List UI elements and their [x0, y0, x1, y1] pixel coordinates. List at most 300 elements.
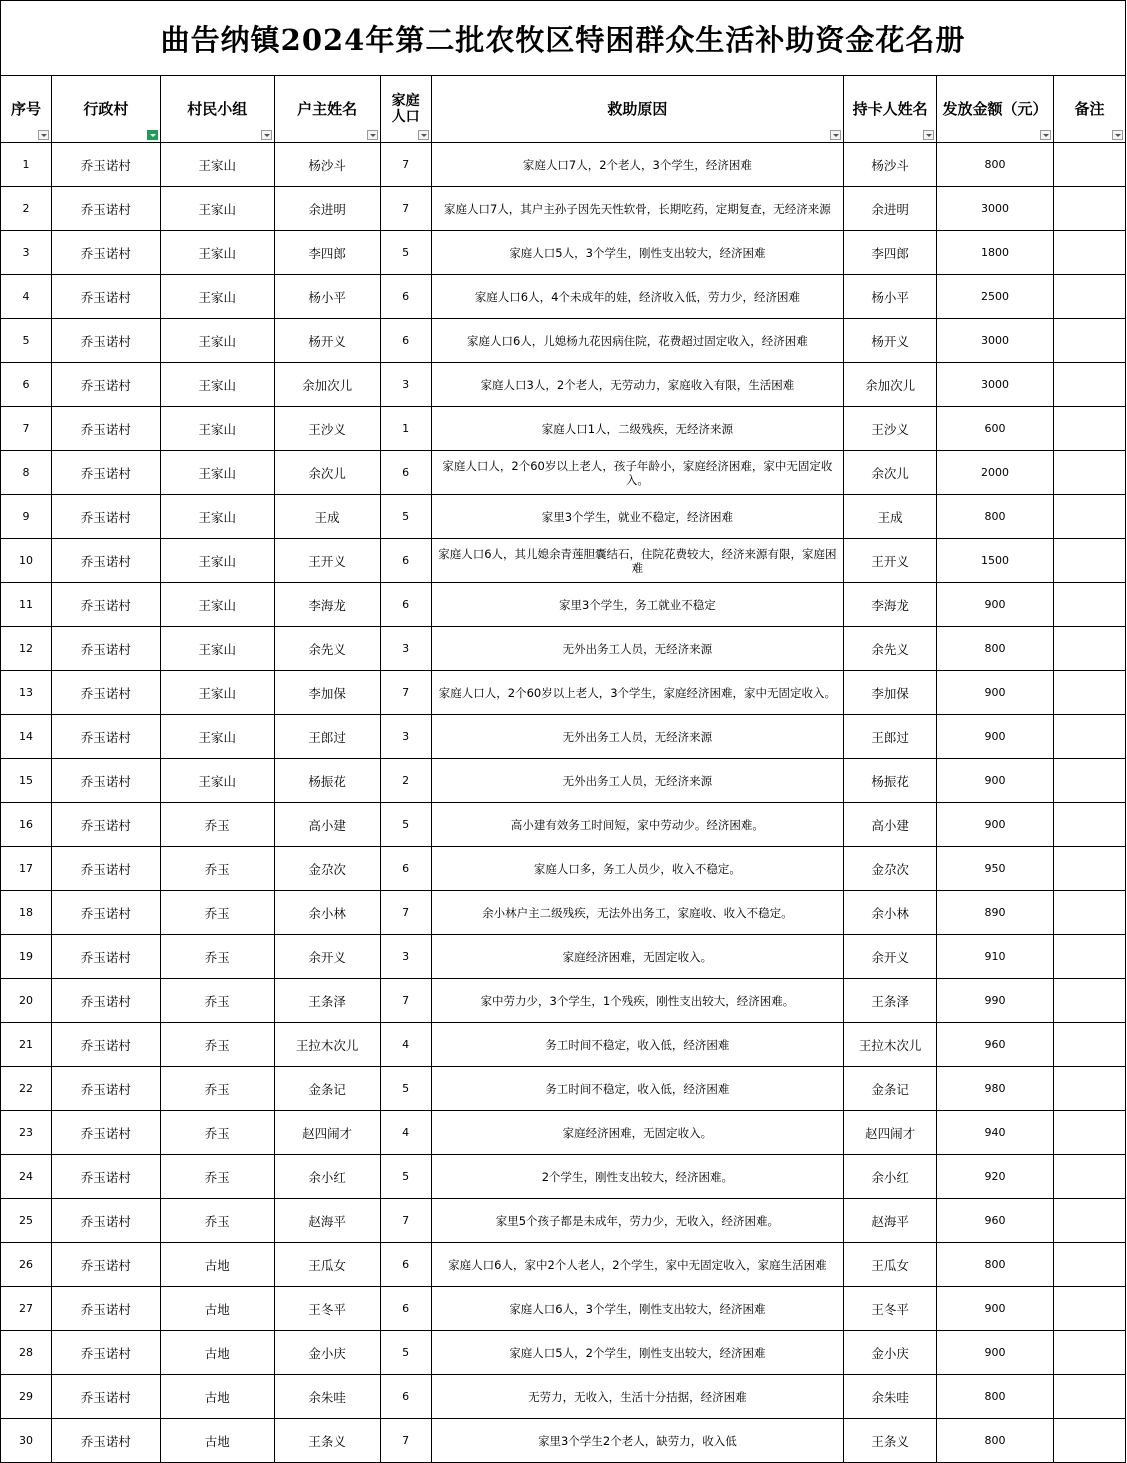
cell-no[interactable]: 11 [1, 583, 52, 627]
filter-dropdown-icon[interactable] [923, 130, 934, 140]
cell-population[interactable]: 6 [380, 319, 431, 363]
cell-reason[interactable]: 2个学生，刚性支出较大，经济困难。 [431, 1155, 844, 1199]
cell-holder[interactable]: 杨小平 [844, 275, 937, 319]
cell-note[interactable] [1054, 759, 1126, 803]
cell-holder[interactable]: 余先义 [844, 627, 937, 671]
cell-amount[interactable]: 920 [937, 1155, 1054, 1199]
cell-reason[interactable]: 家里3个学生，务工就业不稳定 [431, 583, 844, 627]
cell-population[interactable]: 6 [380, 451, 431, 495]
table-row [1, 539, 1126, 583]
cell-holder[interactable]: 余小红 [844, 1155, 937, 1199]
cell-population[interactable]: 5 [380, 231, 431, 275]
cell-head-name[interactable]: 王条泽 [274, 979, 380, 1023]
cell-group[interactable]: 王家山 [160, 671, 274, 715]
table-row [1, 1067, 1126, 1111]
cell-reason[interactable]: 家庭人口1人，二级残疾，无经济来源 [431, 407, 844, 451]
cell-population[interactable]: 6 [380, 583, 431, 627]
cell-village[interactable]: 乔玉诺村 [51, 1067, 160, 1111]
cell-head-name[interactable]: 杨沙斗 [274, 143, 380, 187]
cell-holder[interactable]: 赵海平 [844, 1199, 937, 1243]
header-note: 备注 [1054, 76, 1126, 143]
cell-reason[interactable]: 余小林户主二级残疾，无法外出务工，家庭收、收入不稳定。 [431, 891, 844, 935]
cell-population[interactable]: 1 [380, 407, 431, 451]
cell-village[interactable]: 乔玉诺村 [51, 1155, 160, 1199]
cell-amount[interactable]: 800 [937, 627, 1054, 671]
cell-group[interactable]: 王家山 [160, 363, 274, 407]
cell-amount[interactable]: 960 [937, 1199, 1054, 1243]
cell-group[interactable]: 乔玉 [160, 979, 274, 1023]
cell-reason[interactable]: 家庭人口人，2个60岁以上老人，孩子年龄小，家庭经济困难，家中无固定收入。 [431, 451, 844, 495]
filter-dropdown-icon[interactable] [830, 130, 841, 140]
cell-group[interactable]: 乔玉 [160, 847, 274, 891]
cell-village[interactable]: 乔玉诺村 [51, 1375, 160, 1419]
cell-note[interactable] [1054, 1243, 1126, 1287]
cell-note[interactable] [1054, 143, 1126, 187]
cell-amount[interactable]: 3000 [937, 319, 1054, 363]
cell-head-name[interactable]: 李四郎 [274, 231, 380, 275]
table-row [1, 1375, 1126, 1419]
cell-reason[interactable]: 家庭经济困难，无固定收入。 [431, 1111, 844, 1155]
cell-no[interactable]: 16 [1, 803, 52, 847]
cell-group[interactable]: 王家山 [160, 187, 274, 231]
cell-village[interactable]: 乔玉诺村 [51, 143, 160, 187]
cell-note[interactable] [1054, 1199, 1126, 1243]
cell-head-name[interactable]: 王条义 [274, 1419, 380, 1463]
cell-group[interactable]: 王家山 [160, 539, 274, 583]
cell-no[interactable]: 18 [1, 891, 52, 935]
cell-reason[interactable]: 家庭人口6人，4个未成年的娃，经济收入低，劳力少，经济困难 [431, 275, 844, 319]
cell-holder[interactable]: 王冬平 [844, 1287, 937, 1331]
cell-amount[interactable]: 890 [937, 891, 1054, 935]
cell-amount[interactable]: 900 [937, 1287, 1054, 1331]
cell-reason[interactable]: 家庭人口7人，2个老人，3个学生，经济困难 [431, 143, 844, 187]
cell-note[interactable] [1054, 495, 1126, 539]
cell-head-name[interactable]: 余小林 [274, 891, 380, 935]
cell-holder[interactable]: 余次儿 [844, 451, 937, 495]
cell-village[interactable]: 乔玉诺村 [51, 539, 160, 583]
cell-holder[interactable]: 王条义 [844, 1419, 937, 1463]
cell-group[interactable]: 王家山 [160, 627, 274, 671]
cell-group[interactable]: 王家山 [160, 275, 274, 319]
cell-holder[interactable]: 金小庆 [844, 1331, 937, 1375]
cell-no[interactable]: 24 [1, 1155, 52, 1199]
cell-group[interactable]: 乔玉 [160, 1199, 274, 1243]
cell-head-name[interactable]: 金小庆 [274, 1331, 380, 1375]
cell-no[interactable]: 20 [1, 979, 52, 1023]
cell-head-name[interactable]: 王冬平 [274, 1287, 380, 1331]
cell-amount[interactable]: 990 [937, 979, 1054, 1023]
cell-reason[interactable]: 家庭人口6人，儿媳杨九花因病住院，花费超过固定收入，经济困难 [431, 319, 844, 363]
cell-reason[interactable]: 家里5个孩子都是未成年，劳力少，无收入，经济困难。 [431, 1199, 844, 1243]
cell-note[interactable] [1054, 319, 1126, 363]
cell-group[interactable]: 王家山 [160, 583, 274, 627]
cell-village[interactable]: 乔玉诺村 [51, 451, 160, 495]
cell-note[interactable] [1054, 935, 1126, 979]
cell-village[interactable]: 乔玉诺村 [51, 1199, 160, 1243]
cell-note[interactable] [1054, 275, 1126, 319]
cell-holder[interactable]: 赵四闹才 [844, 1111, 937, 1155]
cell-village[interactable]: 乔玉诺村 [51, 847, 160, 891]
cell-population[interactable]: 6 [380, 539, 431, 583]
table-row [1, 1243, 1126, 1287]
cell-village[interactable]: 乔玉诺村 [51, 671, 160, 715]
cell-no[interactable]: 10 [1, 539, 52, 583]
cell-amount[interactable]: 900 [937, 803, 1054, 847]
header-amount: 发放金额（元） [937, 76, 1054, 143]
cell-amount[interactable]: 800 [937, 143, 1054, 187]
cell-group[interactable]: 乔玉 [160, 935, 274, 979]
cell-no[interactable]: 30 [1, 1419, 52, 1463]
cell-note[interactable] [1054, 1067, 1126, 1111]
cell-no[interactable]: 1 [1, 143, 52, 187]
cell-amount[interactable]: 900 [937, 759, 1054, 803]
cell-holder[interactable]: 李海龙 [844, 583, 937, 627]
cell-holder[interactable]: 金条记 [844, 1067, 937, 1111]
cell-no[interactable]: 19 [1, 935, 52, 979]
table-row [1, 847, 1126, 891]
table-row [1, 583, 1126, 627]
cell-amount[interactable]: 1800 [937, 231, 1054, 275]
title-cell [0, 0, 1126, 76]
cell-head-name[interactable]: 赵四闹才 [274, 1111, 380, 1155]
cell-note[interactable] [1054, 715, 1126, 759]
cell-note[interactable] [1054, 407, 1126, 451]
cell-village[interactable]: 乔玉诺村 [51, 407, 160, 451]
cell-note[interactable] [1054, 231, 1126, 275]
cell-note[interactable] [1054, 627, 1126, 671]
cell-no[interactable]: 23 [1, 1111, 52, 1155]
cell-head-name[interactable]: 王开义 [274, 539, 380, 583]
cell-population[interactable]: 2 [380, 759, 431, 803]
cell-group[interactable]: 乔玉 [160, 1067, 274, 1111]
cell-reason[interactable]: 家庭人口6人，家中2个人老人，2个学生，家中无固定收入，家庭生活困难 [431, 1243, 844, 1287]
cell-amount[interactable]: 1500 [937, 539, 1054, 583]
cell-village[interactable]: 乔玉诺村 [51, 759, 160, 803]
cell-group[interactable]: 王家山 [160, 319, 274, 363]
cell-holder[interactable]: 李四郎 [844, 231, 937, 275]
cell-no[interactable]: 17 [1, 847, 52, 891]
cell-amount[interactable]: 910 [937, 935, 1054, 979]
cell-note[interactable] [1054, 1331, 1126, 1375]
cell-head-name[interactable]: 王瓜女 [274, 1243, 380, 1287]
cell-village[interactable]: 乔玉诺村 [51, 935, 160, 979]
cell-note[interactable] [1054, 363, 1126, 407]
cell-note[interactable] [1054, 451, 1126, 495]
cell-reason[interactable]: 家里3个学生2个老人，缺劳力，收入低 [431, 1419, 844, 1463]
cell-holder[interactable]: 王成 [844, 495, 937, 539]
cell-group[interactable]: 王家山 [160, 231, 274, 275]
cell-reason[interactable]: 高小建有效务工时间短，家中劳动少。经济困难。 [431, 803, 844, 847]
cell-amount[interactable]: 800 [937, 1419, 1054, 1463]
cell-no[interactable]: 5 [1, 319, 52, 363]
table-row [1, 275, 1126, 319]
cell-group[interactable]: 王家山 [160, 495, 274, 539]
cell-village[interactable]: 乔玉诺村 [51, 1287, 160, 1331]
roster-table [0, 75, 1126, 1463]
cell-population[interactable]: 3 [380, 627, 431, 671]
cell-reason[interactable]: 无外出务工人员，无经济来源 [431, 627, 844, 671]
cell-no[interactable]: 13 [1, 671, 52, 715]
filter-dropdown-icon[interactable] [367, 130, 378, 140]
cell-reason[interactable]: 家庭人口6人，3个学生，刚性支出较大，经济困难 [431, 1287, 844, 1331]
cell-no[interactable]: 12 [1, 627, 52, 671]
cell-head-name[interactable]: 金条记 [274, 1067, 380, 1111]
cell-population[interactable]: 6 [380, 847, 431, 891]
cell-group[interactable]: 古地 [160, 1287, 274, 1331]
cell-no[interactable]: 8 [1, 451, 52, 495]
cell-village[interactable]: 乔玉诺村 [51, 583, 160, 627]
cell-population[interactable]: 7 [380, 891, 431, 935]
cell-note[interactable] [1054, 803, 1126, 847]
cell-head-name[interactable]: 余先义 [274, 627, 380, 671]
cell-no[interactable]: 25 [1, 1199, 52, 1243]
cell-no[interactable]: 6 [1, 363, 52, 407]
cell-no[interactable]: 28 [1, 1331, 52, 1375]
cell-group[interactable]: 乔玉 [160, 1023, 274, 1067]
cell-holder[interactable]: 杨开义 [844, 319, 937, 363]
cell-village[interactable]: 乔玉诺村 [51, 187, 160, 231]
cell-reason[interactable]: 家庭人口人，2个60岁以上老人，3个学生，家庭经济困难，家中无固定收入。 [431, 671, 844, 715]
table-row [1, 363, 1126, 407]
cell-village[interactable]: 乔玉诺村 [51, 1419, 160, 1463]
cell-population[interactable]: 7 [380, 1199, 431, 1243]
cell-holder[interactable]: 王瓜女 [844, 1243, 937, 1287]
cell-amount[interactable]: 2000 [937, 451, 1054, 495]
cell-group[interactable]: 王家山 [160, 759, 274, 803]
cell-group[interactable]: 古地 [160, 1419, 274, 1463]
cell-head-name[interactable]: 杨开义 [274, 319, 380, 363]
cell-note[interactable] [1054, 847, 1126, 891]
cell-reason[interactable]: 家中劳力少，3个学生，1个残疾，刚性支出较大，经济困难。 [431, 979, 844, 1023]
cell-village[interactable]: 乔玉诺村 [51, 1243, 160, 1287]
cell-head-name[interactable]: 王郎过 [274, 715, 380, 759]
cell-village[interactable]: 乔玉诺村 [51, 275, 160, 319]
cell-amount[interactable]: 960 [937, 1023, 1054, 1067]
cell-no[interactable]: 22 [1, 1067, 52, 1111]
table-row [1, 319, 1126, 363]
cell-reason[interactable]: 家庭经济困难，无固定收入。 [431, 935, 844, 979]
cell-holder[interactable]: 金尕次 [844, 847, 937, 891]
cell-note[interactable] [1054, 1111, 1126, 1155]
cell-holder[interactable]: 余加次儿 [844, 363, 937, 407]
cell-head-name[interactable]: 杨振花 [274, 759, 380, 803]
cell-no[interactable]: 14 [1, 715, 52, 759]
cell-holder[interactable]: 王沙义 [844, 407, 937, 451]
cell-population[interactable]: 4 [380, 1023, 431, 1067]
cell-reason[interactable]: 家里3个学生，就业不稳定，经济困难 [431, 495, 844, 539]
cell-head-name[interactable]: 高小建 [274, 803, 380, 847]
cell-amount[interactable]: 900 [937, 583, 1054, 627]
cell-note[interactable] [1054, 1375, 1126, 1419]
cell-population[interactable]: 7 [380, 979, 431, 1023]
cell-group[interactable]: 王家山 [160, 143, 274, 187]
cell-population[interactable]: 7 [380, 187, 431, 231]
cell-reason[interactable]: 家庭人口5人，3个学生，刚性支出较大，经济困难 [431, 231, 844, 275]
cell-head-name[interactable]: 余加次儿 [274, 363, 380, 407]
cell-holder[interactable]: 高小建 [844, 803, 937, 847]
cell-population[interactable]: 7 [380, 1419, 431, 1463]
cell-note[interactable] [1054, 187, 1126, 231]
cell-holder[interactable]: 李加保 [844, 671, 937, 715]
cell-population[interactable]: 3 [380, 363, 431, 407]
cell-village[interactable]: 乔玉诺村 [51, 495, 160, 539]
cell-population[interactable]: 3 [380, 935, 431, 979]
cell-village[interactable]: 乔玉诺村 [51, 1023, 160, 1067]
cell-amount[interactable]: 600 [937, 407, 1054, 451]
cell-head-name[interactable]: 赵海平 [274, 1199, 380, 1243]
cell-group[interactable]: 乔玉 [160, 803, 274, 847]
cell-population[interactable]: 7 [380, 671, 431, 715]
cell-population[interactable]: 5 [380, 495, 431, 539]
cell-note[interactable] [1054, 1155, 1126, 1199]
cell-head-name[interactable]: 余进明 [274, 187, 380, 231]
cell-reason[interactable]: 务工时间不稳定，收入低，经济困难 [431, 1067, 844, 1111]
cell-amount[interactable]: 2500 [937, 275, 1054, 319]
cell-holder[interactable]: 王条泽 [844, 979, 937, 1023]
cell-village[interactable]: 乔玉诺村 [51, 627, 160, 671]
cell-reason[interactable]: 家庭人口多，务工人员少，收入不稳定。 [431, 847, 844, 891]
cell-population[interactable]: 6 [380, 1375, 431, 1419]
filter-dropdown-icon[interactable] [1040, 130, 1051, 140]
cell-village[interactable]: 乔玉诺村 [51, 891, 160, 935]
cell-holder[interactable]: 杨振花 [844, 759, 937, 803]
cell-population[interactable]: 3 [380, 715, 431, 759]
filter-dropdown-icon[interactable] [38, 130, 49, 140]
cell-holder[interactable]: 余进明 [844, 187, 937, 231]
cell-village[interactable]: 乔玉诺村 [51, 1111, 160, 1155]
cell-head-name[interactable]: 王沙义 [274, 407, 380, 451]
cell-population[interactable]: 5 [380, 1331, 431, 1375]
cell-group[interactable]: 古地 [160, 1331, 274, 1375]
cell-holder[interactable]: 王开义 [844, 539, 937, 583]
table-row [1, 1331, 1126, 1375]
filter-dropdown-icon[interactable] [418, 130, 429, 140]
cell-amount[interactable]: 900 [937, 715, 1054, 759]
table-row [1, 1155, 1126, 1199]
cell-group[interactable]: 古地 [160, 1375, 274, 1419]
cell-amount[interactable]: 800 [937, 1375, 1054, 1419]
cell-village[interactable]: 乔玉诺村 [51, 715, 160, 759]
cell-no[interactable]: 26 [1, 1243, 52, 1287]
cell-group[interactable]: 乔玉 [160, 1155, 274, 1199]
cell-note[interactable] [1054, 1287, 1126, 1331]
cell-village[interactable]: 乔玉诺村 [51, 363, 160, 407]
cell-holder[interactable]: 杨沙斗 [844, 143, 937, 187]
cell-reason[interactable]: 务工时间不稳定，收入低，经济困难 [431, 1023, 844, 1067]
cell-group[interactable]: 王家山 [160, 451, 274, 495]
cell-reason[interactable]: 无外出务工人员，无经济来源 [431, 715, 844, 759]
filter-dropdown-icon[interactable] [1112, 130, 1123, 140]
cell-amount[interactable]: 900 [937, 671, 1054, 715]
cell-no[interactable]: 15 [1, 759, 52, 803]
cell-head-name[interactable]: 王拉木次儿 [274, 1023, 380, 1067]
cell-amount[interactable]: 3000 [937, 187, 1054, 231]
cell-note[interactable] [1054, 979, 1126, 1023]
cell-note[interactable] [1054, 891, 1126, 935]
cell-no[interactable]: 27 [1, 1287, 52, 1331]
cell-head-name[interactable]: 李加保 [274, 671, 380, 715]
cell-holder[interactable]: 王拉木次儿 [844, 1023, 937, 1067]
cell-amount[interactable]: 800 [937, 495, 1054, 539]
filter-dropdown-icon[interactable] [261, 130, 272, 140]
cell-holder[interactable]: 余小林 [844, 891, 937, 935]
cell-amount[interactable]: 900 [937, 1331, 1054, 1375]
cell-reason[interactable]: 家庭人口5人，2个学生，刚性支出较大，经济困难 [431, 1331, 844, 1375]
cell-note[interactable] [1054, 671, 1126, 715]
cell-population[interactable]: 5 [380, 1067, 431, 1111]
cell-head-name[interactable]: 王成 [274, 495, 380, 539]
cell-village[interactable]: 乔玉诺村 [51, 231, 160, 275]
cell-population[interactable]: 6 [380, 1287, 431, 1331]
header-no: 序号 [1, 76, 52, 143]
cell-no[interactable]: 9 [1, 495, 52, 539]
cell-population[interactable]: 5 [380, 803, 431, 847]
cell-reason[interactable]: 家庭人口7人，其户主孙子因先天性软骨，长期吃药，定期复查，无经济来源 [431, 187, 844, 231]
cell-head-name[interactable]: 杨小平 [274, 275, 380, 319]
cell-head-name[interactable]: 余次儿 [274, 451, 380, 495]
cell-population[interactable]: 4 [380, 1111, 431, 1155]
header-head-name: 户主姓名 [274, 76, 380, 143]
cell-note[interactable] [1054, 583, 1126, 627]
cell-head-name[interactable]: 余朱哇 [274, 1375, 380, 1419]
cell-holder[interactable]: 王郎过 [844, 715, 937, 759]
cell-amount[interactable]: 980 [937, 1067, 1054, 1111]
cell-group[interactable]: 古地 [160, 1243, 274, 1287]
cell-population[interactable]: 7 [380, 143, 431, 187]
cell-no[interactable]: 3 [1, 231, 52, 275]
cell-group[interactable]: 王家山 [160, 715, 274, 759]
table-row [1, 1419, 1126, 1463]
cell-no[interactable]: 29 [1, 1375, 52, 1419]
cell-note[interactable] [1054, 539, 1126, 583]
cell-head-name[interactable]: 金尕次 [274, 847, 380, 891]
cell-reason[interactable]: 家庭人口3人，2个老人，无劳动力，家庭收入有限，生活困难 [431, 363, 844, 407]
header-reason: 救助原因 [431, 76, 844, 143]
cell-reason[interactable]: 无劳力，无收入，生活十分拮据，经济困难 [431, 1375, 844, 1419]
cell-amount[interactable]: 950 [937, 847, 1054, 891]
cell-group[interactable]: 王家山 [160, 407, 274, 451]
header-holder: 持卡人姓名 [844, 76, 937, 143]
cell-amount[interactable]: 940 [937, 1111, 1054, 1155]
cell-head-name[interactable]: 余小红 [274, 1155, 380, 1199]
cell-population[interactable]: 6 [380, 1243, 431, 1287]
cell-population[interactable]: 5 [380, 1155, 431, 1199]
cell-no[interactable]: 21 [1, 1023, 52, 1067]
cell-no[interactable]: 4 [1, 275, 52, 319]
cell-no[interactable]: 7 [1, 407, 52, 451]
cell-no[interactable]: 2 [1, 187, 52, 231]
cell-reason[interactable]: 无外出务工人员，无经济来源 [431, 759, 844, 803]
cell-village[interactable]: 乔玉诺村 [51, 803, 160, 847]
filter-active-icon[interactable] [147, 130, 158, 140]
cell-holder[interactable]: 余开义 [844, 935, 937, 979]
cell-reason[interactable]: 家庭人口6人，其儿媳余青莲胆囊结石，住院花费较大，经济来源有限，家庭困难 [431, 539, 844, 583]
cell-group[interactable]: 乔玉 [160, 1111, 274, 1155]
cell-head-name[interactable]: 余开义 [274, 935, 380, 979]
cell-holder[interactable]: 余朱哇 [844, 1375, 937, 1419]
cell-amount[interactable]: 3000 [937, 363, 1054, 407]
cell-village[interactable]: 乔玉诺村 [51, 319, 160, 363]
cell-village[interactable]: 乔玉诺村 [51, 1331, 160, 1375]
cell-note[interactable] [1054, 1419, 1126, 1463]
cell-group[interactable]: 乔玉 [160, 891, 274, 935]
cell-amount[interactable]: 800 [937, 1243, 1054, 1287]
cell-village[interactable]: 乔玉诺村 [51, 979, 160, 1023]
table-row [1, 1287, 1126, 1331]
cell-note[interactable] [1054, 1023, 1126, 1067]
cell-population[interactable]: 6 [380, 275, 431, 319]
cell-head-name[interactable]: 李海龙 [274, 583, 380, 627]
